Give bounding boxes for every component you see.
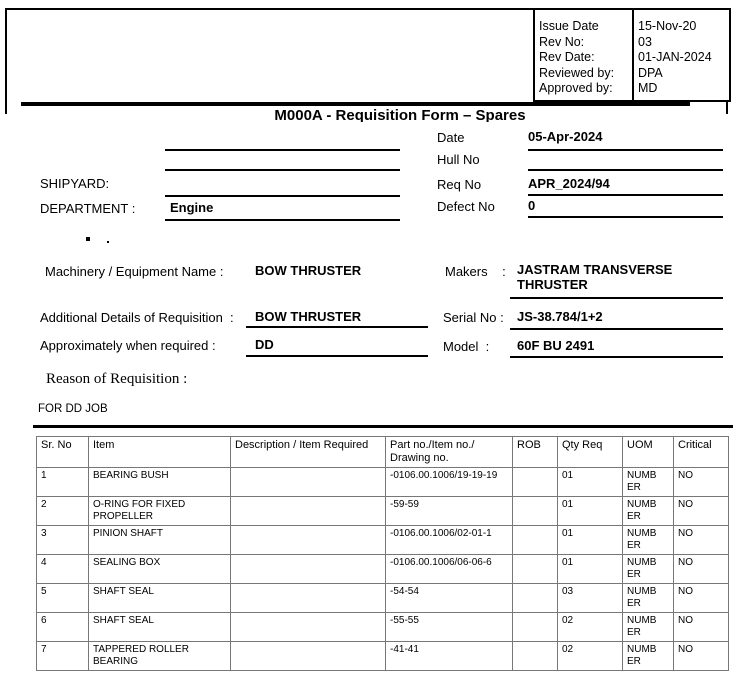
date-value: 05-Apr-2024: [528, 129, 603, 144]
table-cell: NUMBER: [623, 584, 674, 613]
additional-details-field-line: [246, 326, 428, 328]
header-box-divider-1: [533, 8, 535, 102]
table-cell: [513, 555, 558, 584]
table-cell: 01: [558, 468, 623, 497]
table-cell: NO: [674, 584, 729, 613]
table-cell: TAPPERED ROLLER BEARING: [89, 642, 231, 671]
table-cell: 6: [37, 613, 89, 642]
model-value: 60F BU 2491: [517, 338, 595, 353]
shipyard-label: SHIPYARD:: [40, 176, 110, 191]
table-cell: 5: [37, 584, 89, 613]
table-cell: NUMBER: [623, 642, 674, 671]
table-cell: NO: [674, 613, 729, 642]
when-required-value: DD: [255, 337, 274, 352]
serial-no-field-line: [510, 328, 723, 330]
department-field-line: [165, 219, 400, 221]
table-cell: -41-41: [386, 642, 513, 671]
table-cell: 02: [558, 613, 623, 642]
table-row: [37, 468, 729, 497]
table-cell: NO: [674, 526, 729, 555]
hull-no-label: Hull No: [437, 152, 480, 167]
table-cell: [231, 497, 386, 526]
table-cell: NUMBER: [623, 497, 674, 526]
table-cell: SHAFT SEAL: [89, 613, 231, 642]
revision-row-value: 01-JAN-2024: [638, 50, 712, 64]
table-row: [37, 555, 729, 584]
table-cell: SEALING BOX: [89, 555, 231, 584]
department-value: Engine: [170, 200, 214, 215]
column-header: Description / Item Required: [231, 437, 386, 468]
table-cell: -55-55: [386, 613, 513, 642]
table-cell: SHAFT SEAL: [89, 584, 231, 613]
table-cell: PINION SHAFT: [89, 526, 231, 555]
column-header: Item: [89, 437, 231, 468]
table-cell: [231, 613, 386, 642]
table-cell: [513, 613, 558, 642]
hull-no-field-line: [528, 169, 723, 171]
header-box-divider-2: [632, 8, 634, 102]
serial-no-value: JS-38.784/1+2: [517, 309, 603, 324]
table-cell: 01: [558, 497, 623, 526]
page-edge-mark: [726, 101, 728, 114]
table-cell: O-RING FOR FIXED PROPELLER: [89, 497, 231, 526]
makers-value: JASTRAM TRANSVERSE THRUSTER: [517, 262, 673, 292]
column-header: UOM: [623, 437, 674, 468]
revision-values-column: [638, 19, 730, 97]
model-label: Model :: [443, 339, 490, 354]
table-cell: 7: [37, 642, 89, 671]
date-label: Date: [437, 130, 465, 145]
defect-no-value: 0: [528, 198, 536, 213]
model-field-line: [510, 356, 723, 358]
req-no-label: Req No: [437, 177, 482, 192]
header-box-top-border: [5, 8, 731, 10]
table-cell: NUMBER: [623, 555, 674, 584]
table-row: [37, 613, 729, 642]
table-cell: NO: [674, 555, 729, 584]
revision-labels-column: [539, 19, 631, 97]
revision-row-value: MD: [638, 81, 658, 95]
table-row: [37, 526, 729, 555]
table-top-thick-line: [33, 425, 733, 428]
table-cell: -0106.00.1006/06-06-6: [386, 555, 513, 584]
machinery-name-value: BOW THRUSTER: [255, 263, 362, 278]
column-header: Sr. No: [37, 437, 89, 468]
table-cell: 2: [37, 497, 89, 526]
additional-details-label: Additional Details of Requisition :: [40, 310, 234, 325]
revision-row-label: Issue Date: [539, 19, 599, 33]
table-cell: [513, 526, 558, 555]
blank-field-line-1: [165, 149, 400, 151]
when-required-label: Approximately when required :: [40, 338, 216, 353]
stray-bullet-mark: [86, 237, 90, 241]
stray-period-mark: [107, 241, 109, 243]
table-cell: NUMBER: [623, 613, 674, 642]
makers-field-line: [510, 297, 723, 299]
defect-no-label: Defect No: [437, 199, 495, 214]
revision-row-label: Rev Date:: [539, 50, 595, 64]
when-required-field-line: [246, 355, 428, 357]
serial-no-label: Serial No :: [443, 310, 504, 325]
table-cell: 02: [558, 642, 623, 671]
date-field-line: [528, 149, 723, 151]
table-cell: NO: [674, 497, 729, 526]
table-cell: 01: [558, 555, 623, 584]
req-no-field-line: [528, 194, 723, 196]
form-title: M000A - Requisition Form – Spares: [274, 107, 526, 122]
table-row: [37, 497, 729, 526]
additional-details-value: BOW THRUSTER: [255, 309, 362, 324]
reason-of-requisition-label: Reason of Requisition :: [46, 371, 188, 387]
spares-table-head-row: [37, 437, 729, 468]
spares-table-body: [37, 468, 729, 671]
blank-field-line-2: [165, 169, 400, 171]
table-row: [37, 642, 729, 671]
department-label: DEPARTMENT :: [40, 201, 136, 216]
page-break-thick-line: [21, 102, 690, 106]
column-header: Critical: [674, 437, 729, 468]
table-cell: [231, 468, 386, 497]
revision-row-value: 15-Nov-20: [638, 19, 697, 33]
header-box-left-border: [5, 8, 7, 114]
table-cell: [231, 642, 386, 671]
req-no-value: APR_2024/94: [528, 176, 610, 191]
table-cell: 4: [37, 555, 89, 584]
table-cell: 3: [37, 526, 89, 555]
revision-row-label: Reviewed by:: [539, 65, 615, 80]
revision-row-value: DPA: [638, 65, 663, 80]
revision-row-label: Approved by:: [539, 81, 613, 95]
table-cell: NO: [674, 468, 729, 497]
table-cell: [513, 497, 558, 526]
table-cell: NUMBER: [623, 468, 674, 497]
table-cell: [231, 555, 386, 584]
table-cell: NO: [674, 642, 729, 671]
table-cell: 03: [558, 584, 623, 613]
table-cell: [513, 584, 558, 613]
table-cell: -0106.00.1006/19-19-19: [386, 468, 513, 497]
table-cell: [231, 526, 386, 555]
makers-label: Makers :: [445, 264, 506, 279]
machinery-name-label: Machinery / Equipment Name :: [45, 264, 224, 279]
table-cell: [231, 584, 386, 613]
table-cell: [513, 642, 558, 671]
table-cell: BEARING BUSH: [89, 468, 231, 497]
spares-table: [36, 436, 729, 671]
table-cell: [513, 468, 558, 497]
reason-of-requisition-value: FOR DD JOB: [38, 403, 108, 415]
revision-row-label: Rev No:: [539, 34, 585, 49]
table-cell: NUMBER: [623, 526, 674, 555]
table-cell: 1: [37, 468, 89, 497]
table-cell: -54-54: [386, 584, 513, 613]
column-header: ROB: [513, 437, 558, 468]
table-row: [37, 584, 729, 613]
revision-row-value: 03: [638, 34, 652, 49]
column-header: Qty Req: [558, 437, 623, 468]
column-header: Part no./Item no./ Drawing no.: [386, 437, 513, 468]
table-cell: -0106.00.1006/02-01-1: [386, 526, 513, 555]
table-cell: -59-59: [386, 497, 513, 526]
shipyard-field-line: [165, 195, 400, 197]
table-cell: 01: [558, 526, 623, 555]
defect-no-field-line: [528, 216, 723, 218]
